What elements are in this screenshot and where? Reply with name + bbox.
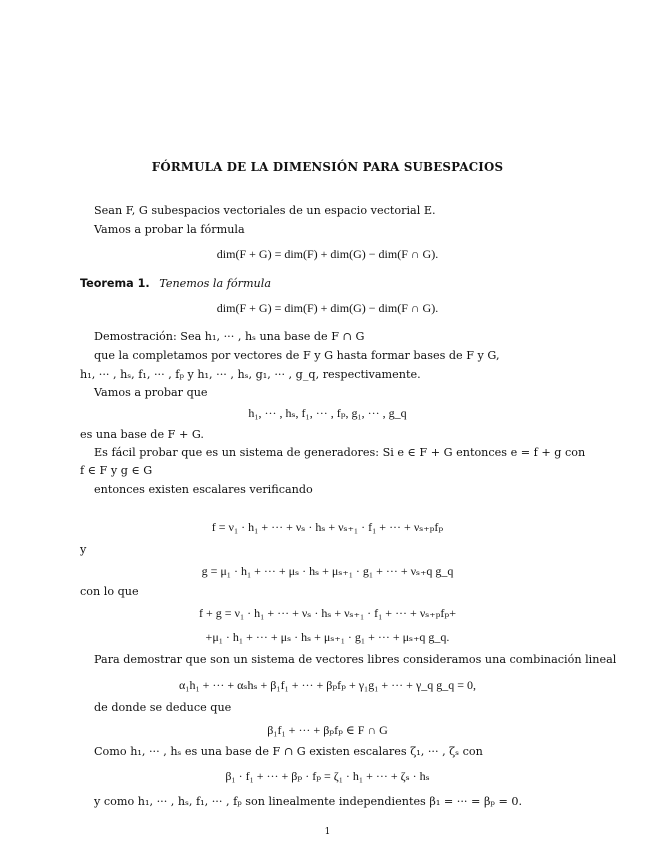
proof-math-basis: h₁, ··· , hₛ, f₁, ··· , fₚ, g₁, ··· , g_q xyxy=(248,406,407,420)
proof-math-f: f = ν₁ · h₁ + ··· + νₛ · hₛ + νₛ₊₁ · f₁ + ··· + νₛ₊ₚfₚ xyxy=(211,520,444,534)
intro-formula: dim(F + G) = dim(F) + dim(G) − dim(F ∩ G). xyxy=(216,247,439,261)
proof-math-zeta: β₁ · f₁ + ··· + βₚ · fₚ = ζ₁ · h₁ + ··· + ζₛ · hₛ xyxy=(225,769,430,783)
intro-line-1: Sean F, G subespacios vectoriales de un espacio vectorial E. xyxy=(94,204,436,217)
proof-line-5: es una base de F + G. xyxy=(80,428,204,441)
intro-line-2: Vamos a probar la fórmula xyxy=(94,223,245,236)
proof-line-11: Para demostrar que son un sistema de vectores libres consideramos una combinación lineal xyxy=(94,653,617,666)
paper-title: FÓRMULA DE LA DIMENSIÓN PARA SUBESPACIOS xyxy=(151,160,504,174)
proof-math-sum-2: +μ₁ · h₁ + ··· + μₛ · hₛ + μₛ₊₁ · g₁ + ··· + μₛ₊q g_q. xyxy=(205,630,450,644)
theorem-formula: dim(F + G) = dim(F) + dim(G) − dim(F ∩ G). xyxy=(216,301,439,315)
theorem-label: Teorema 1. xyxy=(80,277,150,290)
proof-line-12: de donde se deduce que xyxy=(94,701,232,714)
page-number: 1 xyxy=(324,827,331,837)
proof-line-2: que la completamos por vectores de F y G hasta formar bases de F y G, xyxy=(94,349,500,362)
proof-line-10: con lo que xyxy=(80,585,139,598)
proof-math-combination: α₁h₁ + ··· + αₛhₛ + β₁f₁ + ··· + βₚfₚ + γ₁g₁ + ··· + γ_q g_q = 0, xyxy=(178,678,477,692)
theorem-heading xyxy=(80,277,271,291)
proof-line-6: Es fácil probar que es un sistema de generadores: Si e ∈ F + G entonces e = f + g con xyxy=(94,446,586,459)
proof-line-1: Demostración: Sea h₁, ··· , hₛ una base de F ∩ G xyxy=(94,330,365,343)
proof-line-4: Vamos a probar que xyxy=(94,386,208,399)
proof-line-3: h₁, ··· , hₛ, f₁, ··· , fₚ y h₁, ··· , hₛ, g₁, ··· , g_q, respectivamente. xyxy=(80,368,421,381)
proof-math-sum-1: f + g = ν₁ · h₁ + ··· + νₛ · hₛ + νₛ₊₁ · f₁ + ··· + νₛ₊ₚfₚ+ xyxy=(199,606,456,620)
proof-math-intersection: β₁f₁ + ··· + βₚfₚ ∈ F ∩ G xyxy=(267,723,388,737)
proof-line-14: y como h₁, ··· , hₛ, f₁, ··· , fₚ son linealmente independientes β₁ = ··· = βₚ = 0. xyxy=(94,795,523,808)
proof-line-8: entonces existen escalares verificando xyxy=(94,483,313,496)
proof-line-9: y xyxy=(80,543,87,556)
proof-line-13: Como h₁, ··· , hₛ es una base de F ∩ G existen escalares ζ₁, ··· , ζₛ con xyxy=(94,745,483,758)
proof-math-g: g = μ₁ · h₁ + ··· + μₛ · hₛ + μₛ₊₁ · g₁ + ··· + νₛ₊q g_q xyxy=(201,564,454,578)
theorem-statement: Tenemos la fórmula xyxy=(159,277,272,290)
proof-line-7: f ∈ F y g ∈ G xyxy=(80,464,153,477)
